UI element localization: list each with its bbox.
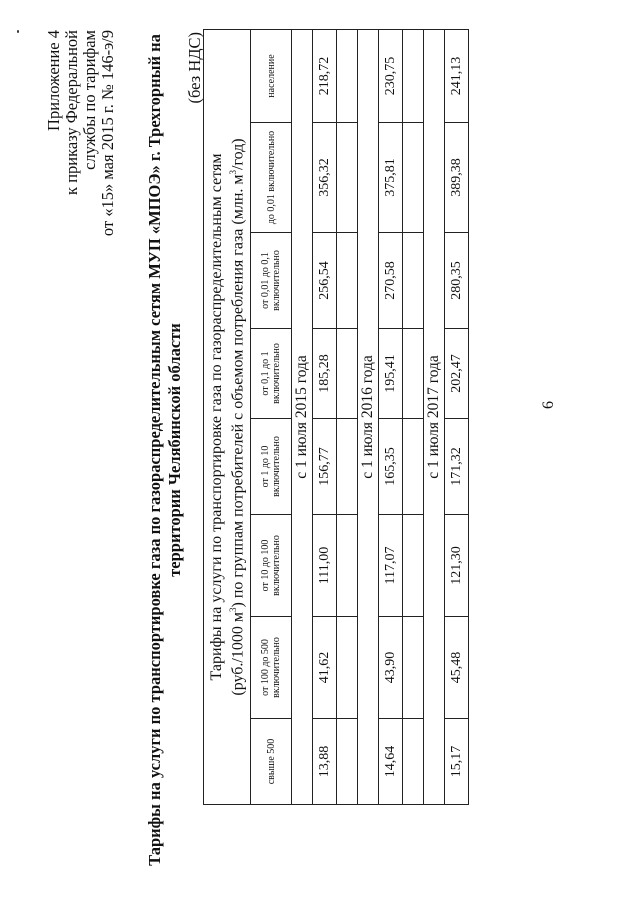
table-cell: 15,17	[445, 719, 469, 805]
period-label: с 1 июля 2017 года	[424, 29, 445, 804]
annex-line-3: службы по тарифам	[80, 30, 99, 170]
table-cell: 165,35	[379, 419, 403, 515]
document-title	[145, 15, 184, 885]
period-row	[358, 29, 379, 804]
table-cell: 218,72	[313, 29, 337, 122]
rotated-content	[45, 15, 605, 885]
annex-line-2: к приказу Федеральной	[62, 30, 81, 195]
table-cell: 375,81	[379, 123, 403, 233]
title-line-2: территории Челябинской области	[164, 323, 184, 577]
table-cell: 117,07	[379, 515, 403, 617]
table-cell: 356,32	[313, 123, 337, 233]
table-cell: 256,54	[313, 233, 337, 329]
annex-header	[45, 30, 117, 410]
period-row	[424, 29, 445, 804]
caption-line-2	[225, 30, 246, 804]
table-cell: 185,28	[313, 329, 337, 419]
table-cell: 14,64	[379, 719, 403, 805]
tariff-table	[203, 29, 469, 805]
column-header: от 0,1 до 1 включительно	[251, 329, 292, 419]
caption-sup-2: 3	[227, 169, 238, 175]
table-cell: 121,30	[445, 515, 469, 617]
caption-part-c: /год)	[229, 138, 247, 170]
period-label: с 1 июля 2015 года	[292, 29, 313, 804]
blank-row	[337, 29, 358, 804]
table-cell: 13,88	[313, 719, 337, 805]
table-cell: 202,47	[445, 329, 469, 419]
table-cell: 111,00	[313, 515, 337, 617]
caption-part-b: ) по группам потребителей с объемом потребления газа (млн. м	[229, 174, 247, 608]
column-header: от 10 до 100 включительно	[251, 515, 292, 617]
table-cell: 195,41	[379, 329, 403, 419]
table-row	[445, 29, 469, 804]
annex-line-1: Приложение 4	[44, 30, 63, 131]
column-header: до 0,01 включительно	[251, 123, 292, 233]
table-row	[379, 29, 403, 804]
column-header: от 0,01 до 0,1 включительно	[251, 233, 292, 329]
table-cell: 270,58	[379, 233, 403, 329]
period-row	[292, 29, 313, 804]
page-number: 6	[540, 401, 557, 409]
table-row	[313, 29, 337, 804]
caption-sup-1: 3	[227, 607, 238, 612]
period-label: с 1 июля 2016 года	[358, 29, 379, 804]
blank-row	[403, 29, 424, 804]
column-header: от 100 до 500 включительно	[251, 617, 292, 719]
table-cell: 280,35	[445, 233, 469, 329]
caption-part-a: (руб./1000 м	[229, 612, 247, 696]
table-cell: 45,48	[445, 617, 469, 719]
vat-note: (без НДС)	[185, 32, 204, 104]
title-line-1: Тарифы на услуги по транспортировке газа по газораспределительным сетям МУП «МПОЭ» г. Трехгорный на	[145, 34, 164, 866]
column-header: свыше 500	[251, 719, 292, 805]
table-cell: 389,38	[445, 123, 469, 233]
caption-line-1: Тарифы на услуги по транспортировке газа по газораспределительным сетям	[207, 153, 225, 681]
column-header: от 1 до 10 включительно	[251, 419, 292, 515]
table-cell: 230,75	[379, 29, 403, 122]
table-cell: 41,62	[313, 617, 337, 719]
scan-speck	[17, 30, 19, 33]
column-header: население	[251, 29, 292, 122]
table-cell: 171,32	[445, 419, 469, 515]
annex-line-4: от «15» мая 2015 г. № 146-э/9	[98, 30, 117, 237]
table-cell: 241,13	[445, 29, 469, 122]
table-cell: 43,90	[379, 617, 403, 719]
table-caption	[204, 29, 251, 804]
table-cell: 156,77	[313, 419, 337, 515]
column-header-row	[251, 29, 292, 804]
